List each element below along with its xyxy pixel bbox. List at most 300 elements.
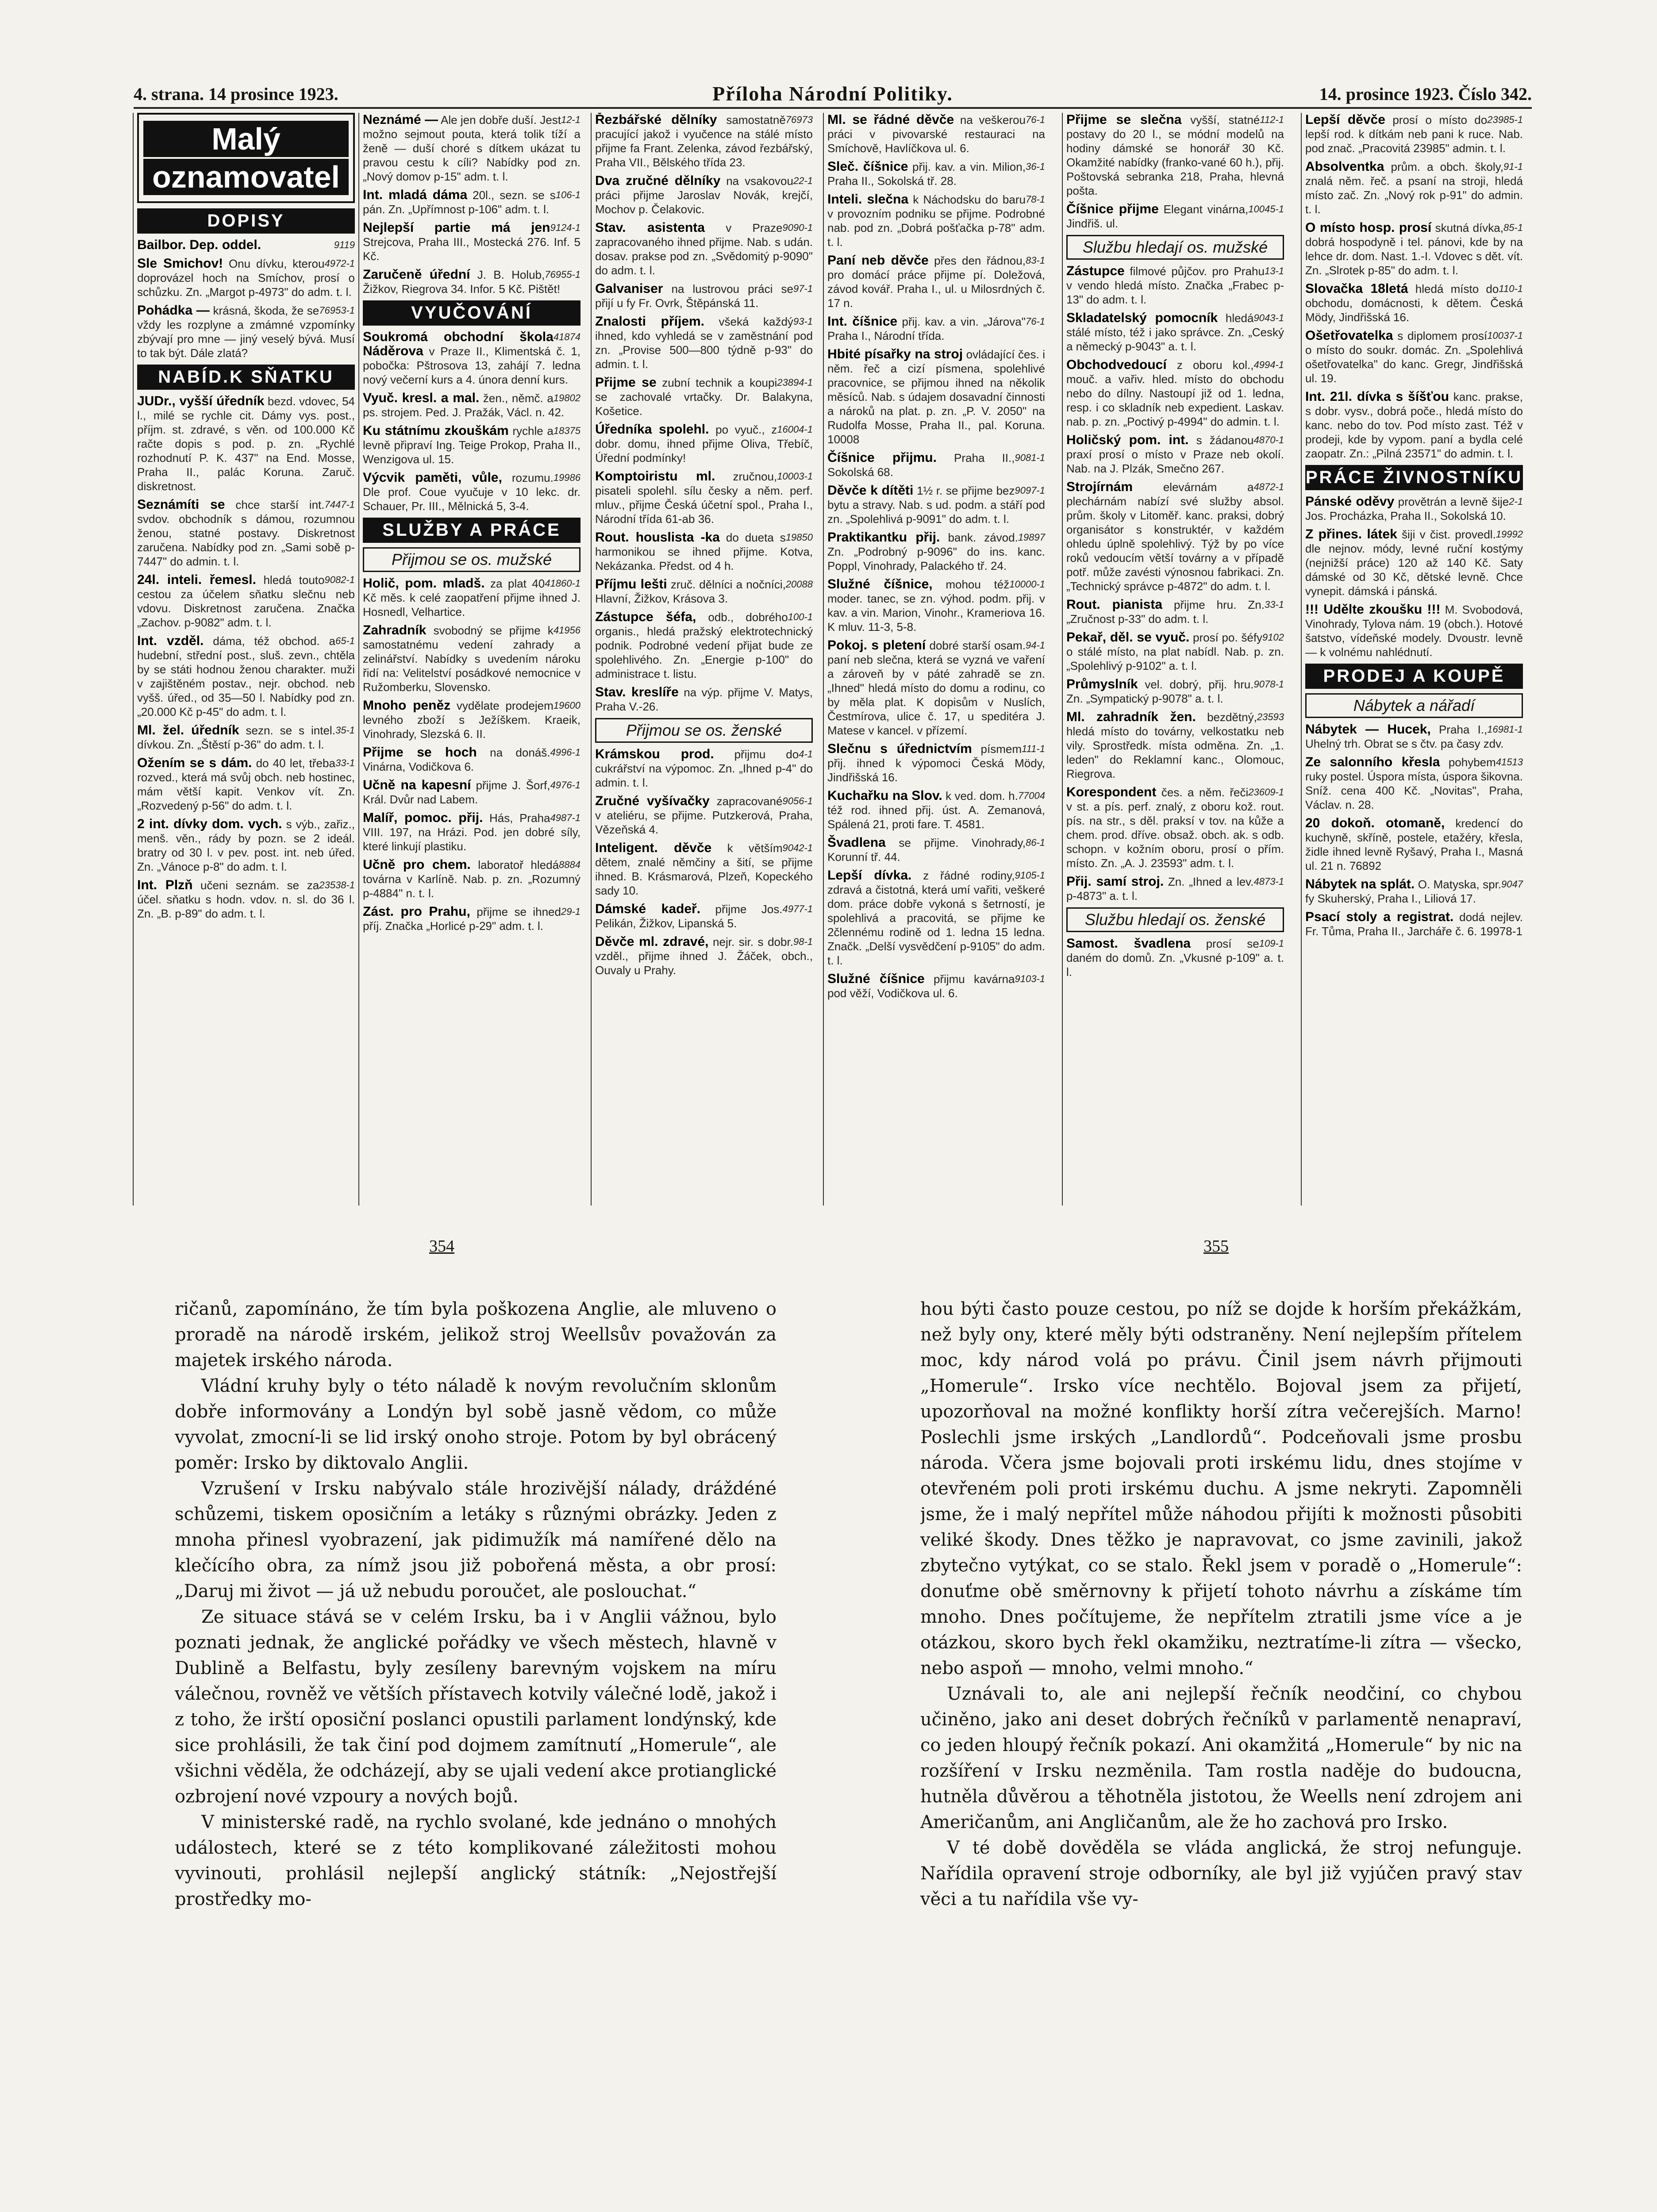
ad-body: na výp. přijme V. Matys, Praha V.-26. — [595, 686, 813, 713]
ad-number: 9078-1 — [1253, 679, 1284, 690]
ad-number: 33-1 — [335, 757, 355, 768]
ad-title: Ožením se s dám. — [137, 756, 252, 770]
ad-title: Kuchařku na Slov. — [827, 788, 942, 803]
classified-ad — [1066, 113, 1284, 198]
ad-number: 13-1 — [1264, 265, 1284, 276]
ad-number: 33-1 — [1264, 599, 1284, 610]
classified-ad — [1305, 390, 1523, 461]
ad-number: 10003-1 — [777, 471, 813, 482]
ad-number: 10045-1 — [1248, 204, 1284, 215]
ad-number: 19850 — [785, 532, 813, 543]
ad-number: 9056-1 — [782, 795, 813, 806]
ad-column-1 — [133, 113, 358, 1206]
ad-body: Onu dívku, kterou doprovázel hoch na Smíchov, prosí o schůzku. Zn. „Margot p-4973" do adm. t. l. — [137, 257, 355, 299]
ad-title: 2 int. dívky dom. vych. — [137, 817, 282, 831]
ad-body: přij. kav. a vin. „Járova" Praha I., Národní třída. — [827, 315, 1026, 342]
ad-title: Pekař, děl. se vyuč. — [1066, 630, 1190, 645]
article-column-left — [175, 1296, 777, 2212]
classified-ad — [827, 789, 1045, 831]
ad-number: 4872-1 — [1253, 481, 1284, 492]
ad-number: 4987-1 — [550, 812, 581, 823]
ad-body: J. B. Holub, Žižkov, Riegrova 34. Infor. 5 Kč. Pištět! — [363, 268, 561, 296]
ad-body: zručnou, pisateli spolehl. sílu česky a něm. perf. mluv., přijme Česká účetní spol., Praha I., Národní třída 61-ab 36. — [595, 470, 813, 526]
ad-body: Praha II., Sokolská 68. — [827, 451, 1015, 479]
ad-body: písmem přij. ihned k výpomoci Česká Mödy, Jindřišská 16. — [827, 742, 1045, 784]
ad-title: Korespondent — [1066, 785, 1157, 799]
classified-ad — [363, 858, 581, 900]
classified-ad — [363, 391, 581, 419]
ad-title: Int. mladá dáma — [363, 188, 468, 202]
ad-number: 109-1 — [1259, 938, 1284, 949]
ad-number: 76955-1 — [545, 269, 581, 280]
ad-title: Přijme se hoch — [363, 745, 477, 760]
ad-title: Strojírnám — [1066, 480, 1133, 494]
ad-title: Učně na kapesní — [363, 778, 471, 792]
ad-body: kredencí do kuchyně, skříně, postele, etažéry, křesla, židle ihned levně Ryšavý, Praha I., Masná ul. 21 n. 76892 — [1305, 817, 1523, 872]
ad-column-3 — [591, 113, 816, 1206]
ad-body: odb., dobrého organis., hledá pražský elektrotechnický podnik. Podrobné vedení přijat bude ze spolehlivého. Zn. „Energie p-100" do administrace t. listu. — [595, 611, 813, 680]
classified-ad — [1305, 329, 1523, 385]
ad-body: na lustrovou práci se přijí u fy Fr. Ovrk, Štěpánská 11. — [595, 282, 793, 310]
classified-ad — [595, 747, 813, 790]
ad-body: vyšší, statné postavy do 20 l., se módní modelů na hodiny dámské se honorář 30 Kč. Okamžité nabídky (franko-vané 60 h.), přij. Poštovská sebranka 218, Praha, hlevná pošta. — [1066, 113, 1284, 197]
ad-number: 22-1 — [793, 175, 813, 186]
classified-ad — [827, 530, 1045, 573]
ad-title: Sle Smichov! — [137, 256, 223, 271]
ad-body: šiji v čist. provedl. dle nejnov. módy, levné ruční kostýmy (nejnižší práce) 120 až 140 Kč. Saty dámské od 30 Kč, dětské levně. Chce vynepit. dámská i pánská. — [1305, 528, 1523, 598]
ad-title: Číšnice přijme — [1066, 202, 1159, 216]
ad-title: Číšnice přijmu. — [827, 450, 937, 465]
ad-number: 35-1 — [335, 725, 355, 736]
ad-body: rychle a levně připraví Ing. Teige Prokop, Praha II., Wenzigova ul. 15. — [363, 424, 581, 466]
ad-title: Int. Plzň — [137, 878, 193, 892]
classified-ad — [827, 113, 1045, 155]
ad-title: Vyuč. kresl. a mal. — [363, 391, 480, 405]
ad-title: Zástupce šéfa, — [595, 610, 696, 624]
ad-number: 41874 — [553, 331, 581, 342]
ad-title: Dámské kadeř. — [595, 902, 701, 916]
ad-body: Strejcova, Praha III., Mostecká 276. Inf. 5 Kč. — [363, 235, 581, 263]
classified-ad — [827, 451, 1045, 479]
ad-title: Malíř, pomoc. přij. — [363, 810, 483, 825]
article-paragraph: Vzrušení v Irsku nabývalo stále hrozivější nálady, dráždéné schůzemi, tiskem oposičním a letáky s různými obrázky. Jeden z mnoha přinesl vyobrazení, jak pidimužík má namířené dělo na klečícího obra, za nímž jsou již pobořená města, a obr prosí: „Daruj mi život — já už nebudu poroučet, ale poslouchat.“ — [175, 1479, 777, 1601]
classified-ad — [1305, 816, 1523, 873]
ad-number: 98-1 — [793, 936, 813, 947]
classified-ad — [1305, 160, 1523, 216]
ad-number: 76953-1 — [319, 305, 355, 316]
ad-body: hledá touto cestou za účelem sňatku slečnu neb vdovu. Diskretnost zaručena. Značka „Zachov. p-9082" adm. t. l. — [137, 573, 355, 629]
ad-title: Ml. žel. úředník — [137, 723, 239, 737]
ad-body: žen., němč. a ps. strojem. Ped. J. Pražák, Václ. n. 42. — [363, 392, 565, 419]
ad-number: 10037-1 — [1487, 330, 1523, 341]
ad-body: prosí se daném do domů. Zn. „Vkusné p-109" a. t. l. — [1066, 937, 1284, 979]
classified-ad — [363, 623, 581, 694]
ad-title: Paní neb děvče — [827, 253, 929, 268]
ad-number: 8884 — [559, 859, 581, 870]
classified-ad — [827, 742, 1045, 784]
classified-ad — [1305, 221, 1523, 277]
ad-number: 86-1 — [1025, 837, 1045, 848]
ad-title: Slovačka 18letá — [1305, 281, 1408, 296]
classified-ad — [595, 376, 813, 418]
ad-number: 4996-1 — [550, 747, 581, 758]
classified-ad — [827, 638, 1045, 737]
ad-number: 9047 — [1501, 879, 1523, 890]
classified-ad — [595, 935, 813, 977]
ad-body: k větším dětem, znalé němčiny a šití, se přijme ihned. B. Krásmarová, Plzeň, Kopeckého sady 10. — [595, 841, 813, 897]
ad-title: Int. vzděl. — [137, 634, 204, 648]
ad-body: prosí po. šéfy o stálé místo, na plat nabídl. Nab. p. zn. „Spolehlivý p-9102" a. t. l. — [1066, 631, 1284, 672]
ad-body: přijme J. Šorf, Král. Dvůr nad Labem. — [363, 779, 550, 806]
ad-number: 9043-1 — [1253, 312, 1284, 323]
ad-title: Sleč. číšnice — [827, 159, 908, 174]
classified-ad — [1305, 495, 1523, 523]
masthead — [137, 113, 355, 203]
ad-title: Ml. se řádné děvče — [827, 113, 954, 127]
ad-number: 29-1 — [561, 906, 581, 917]
ad-number: 7447-1 — [324, 499, 355, 510]
classified-ad — [363, 811, 581, 853]
masthead-line2: oznamovatel — [143, 159, 349, 195]
section-heading: DOPISY — [137, 208, 355, 234]
ad-title: Skladatelský pomocník — [1066, 311, 1218, 325]
ad-number: 77004 — [1018, 790, 1045, 801]
article-paragraph: ričanů, zapomínáno, že tím byla poškozena Anglie, ale mluveno o proradě na národě irském, jelikož stroj Weellsův považován za majetek irského národa. — [175, 1299, 777, 1371]
ad-title: Dva zručné dělníky — [595, 173, 721, 188]
classified-ad — [137, 723, 355, 752]
article-column-right — [920, 1296, 1522, 2212]
classified-ad — [1305, 910, 1523, 938]
ad-body: dodá nejlev. Fr. Tůma, Praha II., Jarcháře č. 6. 19978-1 — [1305, 910, 1523, 938]
ad-column-2 — [358, 113, 584, 1206]
subsection-heading: Přijmou se os. mužské — [363, 547, 581, 572]
classified-ad — [827, 868, 1045, 968]
classified-ad — [363, 471, 581, 513]
ad-title: Obchodvedoucí — [1066, 357, 1167, 372]
classified-ad — [595, 902, 813, 930]
ad-body: přijmu do cukrářství na výpomoc. Zn. „Ihned p-4" do admin. t. l. — [595, 748, 813, 789]
ad-body: Ale jen dobře duší. Jest možno sejmout pouta, která tolik tíží a ženě — duší choré s dítkem ukázat tu pravou cestu k cíli? Nabídky pod zn. „Nový domov p-15" adm. t. l. — [363, 113, 581, 183]
page-header — [134, 81, 1532, 109]
ad-number: 23593 — [1257, 711, 1284, 722]
article-paragraph: Uznávali to, ale ani nejlepší řečník neodčiní, co chybou učiněno, jako ani deset dobrých řečníků v parlamentě nenapraví, co jeden hloupý řečník pokazí. Ani okamžitá „Homerule“ by nic na rozšíření v Irsku nezměnila. Tam rostla naděje do budoucna, hutněla důvěrou a těhotněla jistotou, že Weells není zdrojem ani Američanům, ani Angličanům, ale že ho zachová pro Irsko. — [920, 1684, 1522, 1832]
ad-number: 2-1 — [1509, 496, 1523, 507]
ad-body: ovládající čes. i něm. řeč a cizí písmena, spolehlivé pracovnice, se přijmou ihned na několik měsíců. Nab. s údajem dosavadní činnosti a nároků na plat. p. zn. „P. V. 2050" na Rudolfa Mosse, Praha II., pal. Koruna. 10008 — [827, 348, 1045, 446]
ad-body: hledá místo do obchodu, domácnosti, k dětem. Česká Mödy, Jindřišská 16. — [1305, 282, 1523, 324]
section-heading: VYUČOVÁNÍ — [363, 300, 581, 326]
ad-title: Zručné vyšívačky — [595, 794, 710, 808]
ad-body: Elegant vinárna, Jindřiš. ul. — [1066, 203, 1249, 230]
classified-ad — [1066, 433, 1284, 476]
classified-ad — [363, 905, 581, 933]
ad-body: chce starší int. svdov. obchodník s dámou, rozumnou ženou, statné postavy. Diskretnost zaručena. Nabídky pod zn. „Sami sobě p-7447" do admin. t. l. — [137, 498, 355, 568]
ad-title: Seznámíti se — [137, 497, 225, 512]
ad-number: 41860-1 — [545, 578, 581, 589]
ad-number: 19802 — [553, 392, 581, 403]
ad-title: Lepší děvče — [1305, 113, 1385, 127]
classified-ad — [595, 174, 813, 216]
ad-body: krásná, škoda, že se vždy les rozplyne a zmámné vzpomínky zbývají pro mne — jiný veselý bývá. Musí to tak být. Dále zlatá? — [137, 304, 355, 360]
classified-ad — [363, 745, 581, 774]
classified-ad — [595, 469, 813, 526]
ad-number: 4870-1 — [1253, 434, 1284, 445]
ad-title: Ošetřovatelka — [1305, 328, 1393, 343]
ad-title: Int. číšnice — [827, 314, 898, 329]
ad-title: Ku státnímu zkouškám — [363, 423, 509, 438]
ad-number: 4976-1 — [550, 780, 581, 791]
ad-body: filmové půjčov. pro Prahu v vendo hledá místo. Značka „Frabec p-13" do adm. t. l. — [1066, 265, 1284, 306]
ad-title: JUDr., vyšší úředník — [137, 394, 265, 408]
ad-title: Rout. houslista -ka — [595, 530, 720, 545]
ad-number: 4972-1 — [324, 258, 355, 269]
classified-ad — [363, 188, 581, 216]
classified-ad — [137, 817, 355, 874]
ad-number: 41956 — [553, 625, 581, 636]
classified-ad — [137, 573, 355, 630]
ad-title: Absolventka — [1305, 159, 1384, 174]
classified-ad — [595, 610, 813, 681]
classified-ad — [595, 422, 813, 465]
classified-ad — [595, 841, 813, 898]
ad-title: Holič, pom. mladš. — [363, 576, 485, 591]
ad-title: Slečnu s úřednictvím — [827, 741, 972, 756]
ad-title: Děvče ml. zdravé, — [595, 934, 709, 949]
section-heading: SLUŽBY A PRÁCE — [363, 518, 581, 543]
classified-ad — [1066, 480, 1284, 593]
header-right: 14. prosince 1923. Číslo 342. — [1319, 84, 1532, 104]
ad-number: 10000-1 — [1009, 579, 1045, 590]
ad-body: 1½ r. se přijme bez bytu a stravy. Nab. s ud. podm. a stáří pod zn. „Spolehlivá p-9091" do adm. t. l. — [827, 484, 1045, 526]
header-left: 4. strana. 14 prosince 1923. — [134, 84, 338, 104]
article-paragraph: Vládní kruhy byly o této náladě k novým revolučním sklonům dobře informovány a Londýn byl sobě jasně vědom, co může vyvolat, zmocní-li se lid irský onoho stroje. Potom by byl obrácený poměr: Irsko by diktovalo Anglii. — [175, 1376, 777, 1473]
ad-title: Galvaniser — [595, 281, 663, 296]
ad-number: 23609-1 — [1248, 787, 1284, 798]
ad-number: 110-1 — [1499, 283, 1523, 294]
ad-title: Služné číšnice, — [827, 577, 933, 591]
classified-ad — [827, 160, 1045, 188]
classified-ad — [137, 238, 355, 252]
ad-title: Řezbářské dělníky — [595, 113, 717, 127]
ad-body: k ved. dom. h. též rod. ihned přij. úst. A. Zemanová, Spálená 21, proti fare. T. 4581. — [827, 789, 1045, 831]
ad-number: 94-1 — [1025, 640, 1045, 651]
ad-body: čes. a něm. řeči v st. a pís. perf. znalý, z oboru kož. rout. pís. na str., s děl. praksí v tov. na kůže a chem. prod. dříve. obsaž. obch. ak. s odb. schopn. v kožním oboru, prosí o přím. místo. Zn. „A. J. 23593" adm. t. l. — [1066, 786, 1284, 870]
ad-body: Praha I., Uhelný trh. Obrat se s čtv. pa časy zdv. — [1305, 723, 1504, 750]
classified-ad — [1066, 785, 1284, 870]
ad-title: Holičský pom. int. — [1066, 433, 1189, 447]
ad-number: 19600 — [553, 700, 581, 711]
ad-body: laboratoř hledá továrna v Karlíně. Nab. p. zn. „Rozumný p-4884" n. t. l. — [363, 858, 581, 900]
classified-ad — [363, 424, 581, 466]
page-number-left: 354 — [429, 1237, 454, 1256]
classified-ad — [1305, 877, 1523, 906]
classified-ad — [827, 972, 1045, 1000]
ad-title: Psací stoly a registrat. — [1305, 910, 1454, 924]
ad-title: Přij. samí stroj. — [1066, 874, 1164, 889]
classified-ad — [1066, 630, 1284, 673]
classified-ad — [1066, 710, 1284, 781]
ad-number: 78-1 — [1025, 194, 1045, 205]
ad-title: Hbité písařky na stroj — [827, 347, 963, 361]
ad-body: přes den řádnou, pro domácí práce přijme pí. Doležová, závod kovář. Praha I., ul. u Milosrdných č. 17 n. — [827, 254, 1045, 310]
ad-title: Zahradník — [363, 623, 427, 637]
ad-number: 9124-1 — [550, 222, 581, 233]
ad-body: bezdětný, hledá místo do továrny, velkostatku neb vily. Sprostředk. místa odměna. Zn. „1. leden" do Reklamní kanc., Olomouc, Riegrova. — [1066, 710, 1284, 780]
classified-ad — [1305, 722, 1523, 751]
ad-title: Ze salonního křesla — [1305, 755, 1440, 769]
ad-number: 23894-1 — [777, 377, 813, 388]
ad-body: dobré starší osam. paní neb slečna, která se vyzná ve vaření a zároveň by v páté zahradě se zn. „Ihned" hledá místo do domu a rodinu, co by měla plat. K dopisům v Nuslích, Čestmírova, ulice č. 17, u speditéra J. Matese v kancel. v přízemí. — [827, 639, 1045, 737]
ad-number: 97-1 — [793, 283, 813, 294]
ad-column-6 — [1301, 113, 1526, 1206]
ad-number: 23538-1 — [319, 879, 355, 891]
classified-ad — [1305, 755, 1523, 812]
ad-number: 112-1 — [1260, 114, 1284, 125]
ad-body: sezn. se s intel. dívkou. Zn. „Štěstí p-36" do adm. t. l. — [137, 724, 335, 751]
ad-number: 9090-1 — [782, 222, 813, 233]
ad-number: 36-1 — [1025, 161, 1045, 172]
ad-body: vydělate prodejem levného zboží s Ježíškem. Kraeik, Vinohrady, Slezská 6. II. — [363, 699, 581, 741]
ad-number: 9082-1 — [324, 574, 355, 585]
article-paragraph: Ze situace stává se v celém Irsku, ba i v Anglii vážnou, bylo poznati jednak, že anglické pořádky ve všech městech, hlavně v Dublině a Belfastu, byly zesíleny barevným vojskem na míru válečnou, rovněž ve větších přístavech kotvily válečné lodě, jakož i z toho, že irští oposiční poslanci opustili parlament londýnský, kde sice prohlásili, že tak činí pod dojmem zamítnutí „Homerule“, ale všichni věděla, že odcházejí, aby se ujali vedení akce protianglické ozbrojení nové vzpoury a nových bojů. — [175, 1607, 777, 1807]
ad-body: v Praze II., Klimentská č. 1, pobočka: Pštrosova 13, zahájí 7. ledna nový večerní kurs a 4. února denní kurs. — [363, 345, 581, 386]
ad-number: 16004-1 — [777, 424, 813, 435]
classified-ad — [595, 282, 813, 310]
classified-ad — [137, 257, 355, 299]
ad-title: Pohádka — — [137, 303, 210, 318]
section-heading: PRÁCE ŽIVNOSTNÍKU — [1305, 465, 1523, 490]
ad-body: k Náchodsku do baru v provozním podniku se přijme. Podrobné nab. pod zn. „Dobrá pošťačka p-78" adm. t. l. — [827, 193, 1045, 249]
article-paragraph: V té době dověděla se vláda anglická, že stroj nefunguje. Nařídila opravení stroje odborníky, ale byl již vyjúčen pravý stav věci a tu nařídila vše vy- — [920, 1838, 1522, 1909]
article-paragraph: hou býti často pouze cestou, po níž se dojde k horším překážkám, než byly ony, které měly býti odstraněny. Není nejlepším přítelem moc, kdy národ volá po právu. Činil jsem návrh přijmouti „Homerule“. Irsko více nechtělo. Bojoval jsem za přijetí, upozorňoval na možné konflikty horší zítra večerejších. Marno! Poslechli jsme irských „Landlordů“. Podceňovali jsme prosbu národa. Včera jsme bojovali proti irskému lidu, dnes stojíme v otevřeném poli proti irskému duchu. A jsme nekryti. Zapomněli jsme, že i malý nepřítel může náhodou přijíti k možnosti působiti veliké škody. Dnes těžko je napravovat, co jsme zavinili, jakož zbytečno vytýkat, co se stalo. Řekl jsem v poradě o „Homerule“: donuťme obě směrnovny k přijetí tohoto návrhu a získáme tím mnoho. Dnes počítujeme, že nepřítelm ztratili jsme více a je otázkou, skoro bych řekl okamžiku, neztratíme-li zítra — všecko, nebo aspoň — mnoho, velmi mnoho.“ — [920, 1299, 1522, 1678]
ad-body: z řádné rodiny, zdravá a čistotná, která umí vařiti, veškeré dom. práce dobře vykoná s šetrností, je spolehlivá a pracovitá, se přijme ke 2člennému rodině od 1. ledna 15 ledna. Značk. „Delší vysvědčení p-9105" do adm. t. l. — [827, 869, 1045, 967]
classified-ad — [363, 268, 581, 296]
ad-title: Děvče k dítěti — [827, 483, 914, 498]
ad-title: Nábytek na splát. — [1305, 877, 1415, 891]
classified-ad — [595, 794, 813, 837]
ad-number: 83-1 — [1025, 255, 1045, 266]
ad-number: 18375 — [553, 425, 581, 436]
ad-body: samostatně pracující jakož i vyučence na stálé místo přijme fa Frant. Zelenka, závod řezbářský, Praha VII., Bělského třída 23. — [595, 113, 813, 169]
ad-body: zruč. dělníci a nočníci, Hlavní, Žižkov, Krásova 3. — [595, 578, 786, 605]
ad-title: Lepší dívka. — [827, 868, 912, 883]
ad-title: Průmyslník — [1066, 677, 1138, 691]
ad-body: z oboru kol., mouč. a vařiv. hled. místo do obchodu nebo do dílny. Nastoupí již od 1. ledna, resp. i co skladník neb expedient. Laskav. nab. p. zn. „Poctivý p-4994" do admin. t. l. — [1066, 358, 1284, 428]
ad-title: Švadlena — [827, 835, 886, 850]
ad-body: přijme se ihned příj. Značka „Horlicé p-29" adm. t. l. — [363, 905, 561, 933]
classified-ad — [137, 303, 355, 360]
ad-title: Zaručeně úřední — [363, 267, 470, 282]
classified-ad — [363, 221, 581, 263]
ad-body: pohybem ruky postel. Úspora místa, úspora šikovna. Sníž. cena 400 Kč. „Novitas", Praha, Václav. n. 28. — [1305, 756, 1523, 811]
section-heading: PRODEJ A KOUPĚ — [1305, 664, 1523, 689]
ad-number: 76-1 — [1025, 316, 1045, 327]
ad-body: učeni seznám. se za účel. sňatku s hodn. vdov. n. sl. do 36 l. Zn. „B. p-89" do adm. t. l. — [137, 879, 355, 920]
ad-body: prosí o místo do lepší rod. k dítkám neb pani k ruce. Nab. pod znač. „Pracovitá 23985" admin. t. l. — [1305, 113, 1523, 155]
ad-body: s diplomem prosí o místo do soukr. domác. Zn. „Spolehlivá ošetřovatelka" do kanc. Gregr, Jindřišská ul. 19. — [1305, 329, 1523, 385]
ad-body: v Praze zapracovaného ihned přijme. Nab. s udán. dosav. prakse pod zn. „Svědomitý p-9090" do adm. t. l. — [595, 221, 813, 277]
classified-ad — [827, 253, 1045, 310]
classified-ad — [137, 756, 355, 813]
ad-body: zubní technik a koupi se zachovalé vrtačky. Dr. Balakyna, Košetice. — [595, 376, 813, 418]
ad-body: s výb., zařiz., menš. věn., rády by pozn. se 2 ideál. bratry od 30 l. v pev. post. int. neb úřed. Zn. „Vánoce p-8" do adm. t. l. — [137, 818, 355, 873]
ad-number: 19992 — [1496, 529, 1523, 540]
ad-title: Krámskou prod. — [595, 747, 714, 761]
ad-title: Nábytek — Hucek, — [1305, 722, 1431, 737]
ad-body: bank. závod. Zn. „Podrobný p-9096" do ins. kanc. Poppl, Vinohrady, Palackého tř. 24. — [827, 531, 1045, 572]
classified-ad — [137, 878, 355, 921]
ad-body: 20l., sezn. se s pán. Zn. „Upřímnost p-106" adm. t. l. — [363, 188, 556, 216]
ad-number: 76973 — [785, 114, 813, 125]
classified-ad — [595, 113, 813, 169]
ad-title: Úředníka spolehl. — [595, 422, 709, 437]
classified-ad — [827, 836, 1045, 864]
section-heading: NABÍD.K SŇATKU — [137, 365, 355, 390]
ad-number: 4873-1 — [1253, 876, 1284, 887]
page-number-right: 355 — [1203, 1237, 1229, 1256]
ad-title: Mnoho peněz — [363, 698, 451, 713]
classified-ad — [137, 394, 355, 493]
classified-ad — [1305, 603, 1523, 659]
ad-number: 4-1 — [799, 749, 813, 760]
ad-body: vel. dobrý, přij. hru. Zn. „Sympatický p-9078" a. t. l. — [1066, 678, 1254, 705]
classified-ad — [363, 113, 581, 184]
ad-title: Přijme se slečna — [1066, 113, 1182, 127]
ad-number: 12-1 — [561, 114, 581, 125]
ad-body: M. Svobodová, Vinohrady, Tylova nám. 19 (obch.). Hotové šatstvo, vídeňské modely. Dvoustr. levně — k volnému nahlédnutí. — [1305, 603, 1523, 659]
ad-body: kanc. prakse, s dobr. vysv., dobrá poče., hledá místo do kanc. nebo do tov. Pod místo zast. Též v prodeji, kde by vypom. paní a bydla celé zaopatr. Zn.: „Pilná 23571" do admin. t. l. — [1305, 390, 1523, 460]
classified-ad — [827, 484, 1045, 526]
ad-body: do 40 let, třeba rozved., která má svůj obch. neb hostinec, mám větší kapit. Venkov vít. Zn. „Rozvedený p-56" do adm. t. l. — [137, 757, 355, 812]
classified-ad — [363, 576, 581, 619]
classified-ad — [1066, 264, 1284, 307]
ad-body: prům. a obch. školy, znalá něm. řeč. a psaní na stroji, hledá místo zač. Zn. „Nový rok p-91" do admin. t. l. — [1305, 160, 1523, 216]
ad-number: 9097-1 — [1015, 485, 1045, 496]
classified-ad — [827, 192, 1045, 249]
classified-ad — [363, 699, 581, 741]
ad-title: Z přines. látek — [1305, 527, 1397, 541]
ad-column-5 — [1062, 113, 1288, 1206]
classified-ad — [595, 685, 813, 714]
classified-ad — [1066, 937, 1284, 979]
ad-number: 93-1 — [793, 316, 813, 327]
classified-ad — [1066, 875, 1284, 903]
ad-number: 9102 — [1262, 632, 1284, 643]
ad-number: 20088 — [785, 579, 813, 590]
ad-number: 9103-1 — [1015, 973, 1045, 984]
ad-body: mohou též moder. tanec, se zn. výhod. podm. přij. v kav. a vin. Marion, Vinohr., Krameriova 16. K mluv. 11-3, 5-8. — [827, 578, 1045, 634]
ad-body: přijme hru. Zn. „Zručnost p-33" do adm. t. l. — [1066, 598, 1265, 626]
ad-number: 4994-1 — [1253, 359, 1284, 370]
ad-body: do dueta s harmonikou se ihned přijme. Kotva, Nekázanka. Předst. od 4 h. — [595, 531, 813, 572]
ad-number: 91-1 — [1503, 161, 1523, 172]
classified-ad — [363, 778, 581, 806]
ad-body: bezd. vdovec, 54 l., milé se rychle cit. Dámy vys. post., příjm. st. zdravé, s věn. od 100.000 Kč račte dopis s pod. p. zn. „Rychlé rozhodnutí P. K. 437" na End. Mosse, Praha II., palác Koruna. Zaruč. diskretnost. — [137, 395, 355, 493]
ad-title: Komptoiristu ml. — [595, 469, 715, 484]
classified-ad — [827, 577, 1045, 634]
ad-title: Samost. švadlena — [1066, 936, 1191, 951]
ad-body: přijme Jos. Pelikán, Žižkov, Lipanská 5. — [595, 902, 783, 930]
ad-title: Pánské oděvy — [1305, 494, 1395, 509]
ad-title: Nejlepší partie má jen — [363, 220, 550, 235]
ad-title: Rout. pianista — [1066, 597, 1163, 612]
ad-body: za plat 40 Kč měs. k celé zaopatření přijme ihned J. Hosnedl, Velhartice. — [363, 577, 581, 618]
ad-title: 20 dokoň. otomaně, — [1305, 816, 1445, 830]
classified-ad — [1305, 527, 1523, 598]
ad-number: 9105-1 — [1015, 870, 1045, 881]
ad-number: 76-1 — [1025, 114, 1045, 125]
header-title: Příloha Národní Politiky. — [712, 82, 953, 105]
ad-number: 19897 — [1018, 532, 1045, 543]
